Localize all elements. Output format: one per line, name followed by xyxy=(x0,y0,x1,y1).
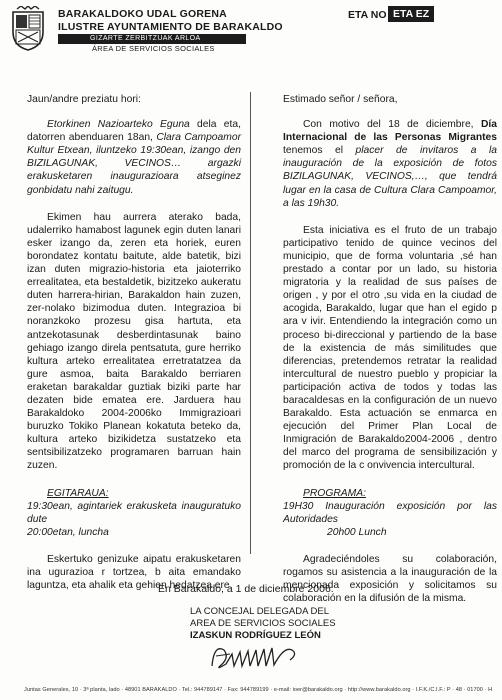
spanish-program-item-1: 19H30 Inauguración exposición por las Autoridades xyxy=(283,500,497,525)
institution-name-spanish: ILUSTRE AYUNTAMIENTO DE BARAKALDO xyxy=(58,21,283,33)
handwritten-signature-icon xyxy=(206,636,326,676)
spanish-event-details: placer de invitaros a la inauguración de la exposición de fotos BIZILAGUNAK, VECINOS,…, que tendrá lugar en la casa de Cultura Clara Campoamor, a las 19h30. xyxy=(283,145,497,209)
basque-greeting: Jaun/andre preziatu hori: xyxy=(27,94,141,105)
spanish-closing-paragraph: Agradeciéndoles su colaboración, rogamos su asistencia a la inauguración de la mencionada exposición y solicitamos su colaboración en la difusión de la misma. xyxy=(283,553,497,605)
basque-program-item-1: 19:30ean, agintariek erakusketa inauguratuko dute xyxy=(27,500,241,525)
spanish-invitation-paragraph: Con motivo del 18 de diciembre, Día Internacional de las Personas Migrantes tenemos el placer de invitaros a la inauguración de la exposición de fotos BIZILAGUNAK, VECINOS,…, que tendrá lugar en la casa de Cultura Clara Campoamor, a las 19h30. xyxy=(283,119,497,209)
municipal-crest-icon xyxy=(9,6,47,52)
basque-letter-column xyxy=(27,93,241,592)
spanish-letter-column xyxy=(283,93,497,605)
eta-ez-label: ETA EZ xyxy=(388,6,434,22)
signer-name: IZASKUN RODRÍGUEZ LEÓN xyxy=(190,630,321,641)
basque-program-title: EGITARAUA: xyxy=(47,487,109,499)
department-banner xyxy=(58,34,246,44)
spanish-description-paragraph: Esta iniciativa es el fruto de un trabajo participativo tenido de quince vecinos del municipio, que de forma voluntaria ,sé han prestado a contar por un lado, su historia migratoria y la realidad de sus países de origen , y por el otro ,su vida en la ciudad de acogida, Barakaldo, lugar que han el egido p ara v ivir. Entendiendo la integración como un proceso bi-direccional y partiendo de la base de la existencia de más similitudes que diferencias, pretendemos retratar la realidad intercultural de nuestro pueblo y propiciar la participación activa de todos y todas las baracaldesas en la configuración de un nuevo Barakaldo. Esta actuación se enmarca en ejecución del Primer Plan Local de Inmigración de Barakaldo2004-2006 , dentro del marco del programa de sensibilización y promoción de la c onvivencia intercultural. xyxy=(283,224,497,472)
institution-name-basque: BARAKALDOKO UDAL GORENA xyxy=(58,8,227,20)
basque-invitation-paragraph: Etorkinen Nazioarteko Eguna dela eta, datorren abenduaren 18an, Clara Campoamor Kultur Etxean, iluntzeko 19:30ean, izango den BIZILAGUNAK, VECINOS… argazki erakusketaren inaugurazioara atseginez gonbidatu nahi zaitugu. xyxy=(27,119,241,196)
signer-title-line-2: AREA DE SERVICIOS SOCIALES xyxy=(190,618,336,629)
spanish-program-title: PROGRAMA: xyxy=(303,487,366,499)
column-divider xyxy=(250,92,251,554)
spanish-event-name: Día Internacional de las Personas Migrantes xyxy=(283,119,497,144)
department-name-basque: GIZARTE ZERBITZUAK ARLOA xyxy=(90,35,201,42)
address-contact-line: Juntas Generales, 10 · 3ª planta, lado · 48901 BARAKALDO · Tel.: 944789147 · Fax: 944789199 · e-mail: ioer@barakaldo.org · http://www.barakaldo.org · I.F.K./C.I.F.: P · 48 · 01700 · H xyxy=(24,687,493,693)
date-line: En Barakaldo, a 1 de diciembre 2006. xyxy=(158,583,334,595)
basque-closing-paragraph: Eskertuko genizuke aipatu erakusketaren ina ugurazioa r tortzea, b aita emandako laguntza, eta ahalik eta gehien hedatzea ere. xyxy=(27,553,241,592)
basque-event-details: Clara Campoamor Kultur Etxean, iluntzeko 19:30ean, izango den BIZILAGUNAK, VECINOS… argazki erakusketaren inaugurazioara atseginez gonbidatu nahi zaitugu. xyxy=(27,132,241,196)
basque-description-paragraph: Ekimen hau aurrera aterako bada, udalerriko hamabost lagunek egin duten lanari esker izango da, zeren eta horiek, euren borondatez kontatu baitute, alde batetik, bizi izan duten migrazio-historia eta jaioterriko errealitatea, eta bestaldetik, bizitzeko aukeratu duten harrera-hirian, Barakaldon hain zuzen, zer-nolako bizimodua duten. Integrazioa bi noranzkoko prozesu gisa hartuta, eta antzekotasunak desberdintasunak baino gehiago izango direla pentsatuta, gure herriko kultura arteko errealitatea erretratatzea da gure asmoa, baita Barakaldo berriaren eraketan barakaldar guztiak biziki parte har dezaten bide ematea ere. Jarduera hau Barakaldoko 2004-2006ko Immigrazioari buruzko Tokiko Planean kokatuta beteko da, kultura arteko bizikidetza sustatzeko eta sentsibilizatzeko programaren barruan hain zuzen. xyxy=(27,211,241,472)
spanish-program-item-2: 20h00 Lunch xyxy=(327,526,387,538)
eta-no-label: ETA NO xyxy=(348,9,387,21)
signer-title-line-1: LA CONCEJAL DELEGADA DEL xyxy=(190,606,330,617)
department-name-spanish: ÁREA DE SERVICIOS SOCIALES xyxy=(92,44,215,53)
basque-event-name: Etorkinen Nazioarteko Eguna xyxy=(47,119,190,131)
basque-program-item-2: 20:00etan, luncha xyxy=(27,526,109,538)
spanish-greeting: Estimado señor / señora, xyxy=(283,94,398,105)
